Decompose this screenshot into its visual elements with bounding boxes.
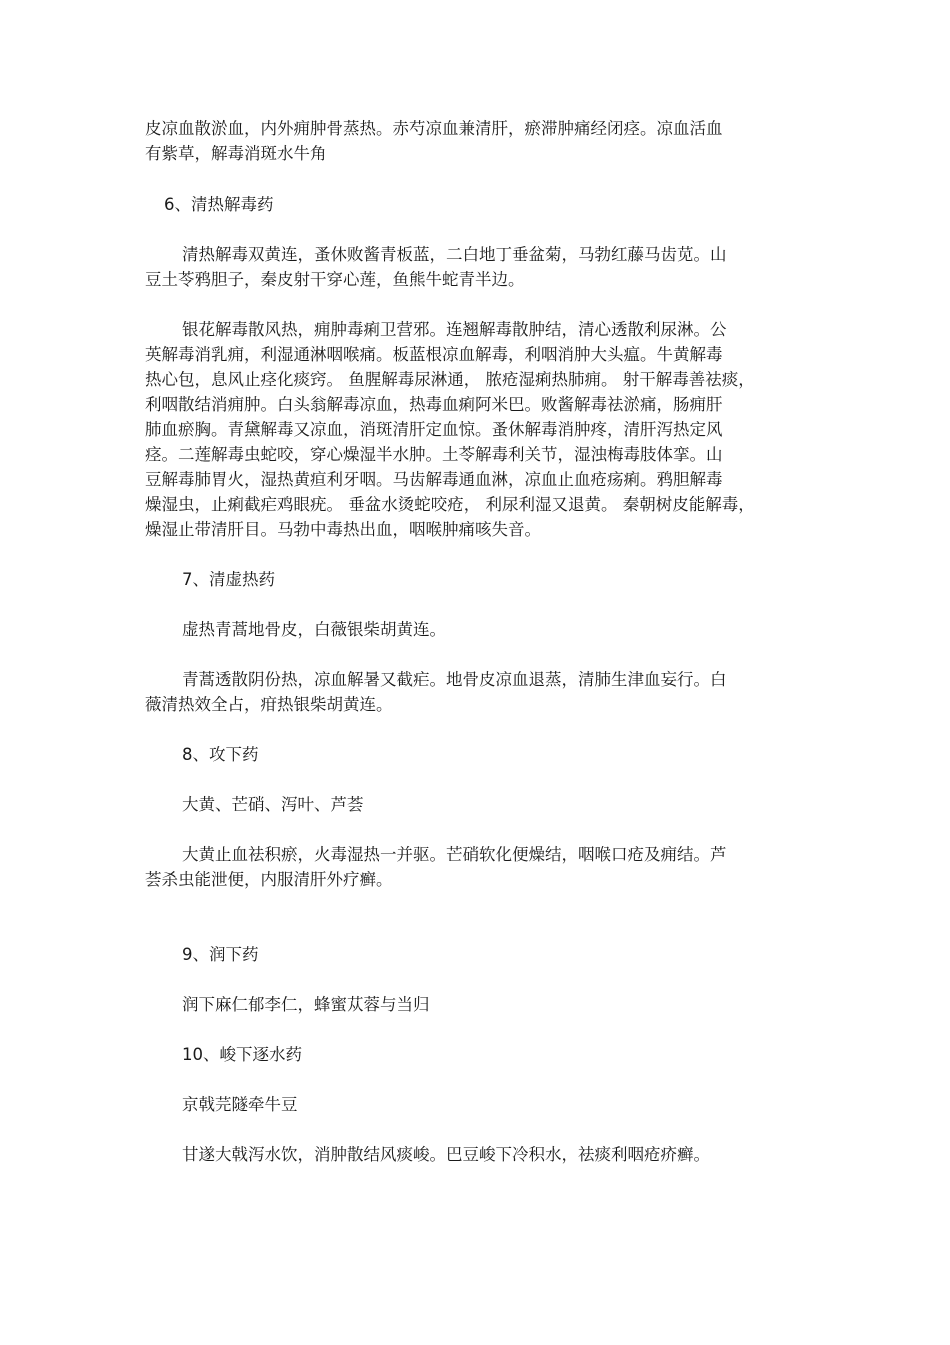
intro-line: 皮凉血散淤血，内外痈肿骨蒸热。赤芍凉血兼清肝，瘀滞肿痛经闭痉。凉血活血 xyxy=(145,119,723,138)
paragraph-line: 甘遂大戟泻水饮，消肿散结风痰峻。巴豆峻下冷积水，祛痰利咽疮疥癣。 xyxy=(182,1145,710,1164)
paragraph-line: 肺血瘀胸。青黛解毒又凉血，消斑清肝定血惊。蚤休解毒消肿疼，清肝泻热定风 xyxy=(145,420,723,439)
paragraph-line: 热心包，息风止痉化痰窍。 鱼腥解毒尿淋通， 脓疮湿痢热肺痈。 射干解毒善祛痰， xyxy=(145,370,755,389)
paragraph-line: 英解毒消乳痈，利湿通淋咽喉痛。板蓝根凉血解毒，利咽消肿大头瘟。牛黄解毒 xyxy=(145,345,723,364)
paragraph-line: 利咽散结消痈肿。白头翁解毒凉血，热毒血痢阿米巴。败酱解毒祛淤痛，肠痈肝 xyxy=(145,395,723,414)
intro-line: 有紫草，解毒消斑水牛角 xyxy=(145,144,327,163)
paragraph-line: 燥湿止带清肝目。马勃中毒热出血，咽喉肿痛咳失音。 xyxy=(145,520,541,539)
section-heading: 7、清虚热药 xyxy=(182,570,275,589)
paragraph-line: 清热解毒双黄连，蚤休败酱青板蓝，二白地丁垂盆菊，马勃红藤马齿苋。山 xyxy=(182,245,727,264)
paragraph-line: 痉。二莲解毒虫蛇咬，穿心燥湿半水肿。土苓解毒利关节，湿浊梅毒肢体挛。山 xyxy=(145,445,723,464)
paragraph-line: 荟杀虫能泄便，内服清肝外疗癣。 xyxy=(145,870,393,889)
paragraph-line: 豆土苓鸦胆子，秦皮射干穿心莲，鱼熊牛蛇青半边。 xyxy=(145,270,525,289)
section-heading: 6、清热解毒药 xyxy=(164,195,274,214)
section-heading: 9、润下药 xyxy=(182,945,259,964)
paragraph-line: 虚热青蒿地骨皮，白薇银柴胡黄连。 xyxy=(182,620,446,639)
paragraph-line: 豆解毒肺胃火，湿热黄疸利牙咽。马齿解毒通血淋，凉血止血疮疡痢。鸦胆解毒 xyxy=(145,470,723,489)
paragraph-line: 京戟芫隧牵牛豆 xyxy=(182,1095,298,1114)
section-heading: 10、峻下逐水药 xyxy=(182,1045,302,1064)
paragraph-line: 青蒿透散阴份热，凉血解暑又截疟。地骨皮凉血退蒸，清肺生津血妄行。白 xyxy=(182,670,727,689)
paragraph-line: 大黄止血祛积瘀，火毒湿热一并驱。芒硝软化便燥结，咽喉口疮及痈结。芦 xyxy=(182,845,727,864)
section-heading: 8、攻下药 xyxy=(182,745,259,764)
paragraph-line: 银花解毒散风热，痈肿毒痢卫营邪。连翘解毒散肿结，清心透散利尿淋。公 xyxy=(182,320,727,339)
paragraph-line: 大黄、芒硝、泻叶、芦荟 xyxy=(182,795,364,814)
paragraph-line: 润下麻仁郁李仁，蜂蜜苁蓉与当归 xyxy=(182,995,430,1014)
paragraph-line: 燥湿虫，止痢截疟鸡眼疣。 垂盆水烫蛇咬疮， 利尿利湿又退黄。 秦朝树皮能解毒， xyxy=(145,495,755,514)
paragraph-line: 薇清热效全占，疳热银柴胡黄连。 xyxy=(145,695,393,714)
